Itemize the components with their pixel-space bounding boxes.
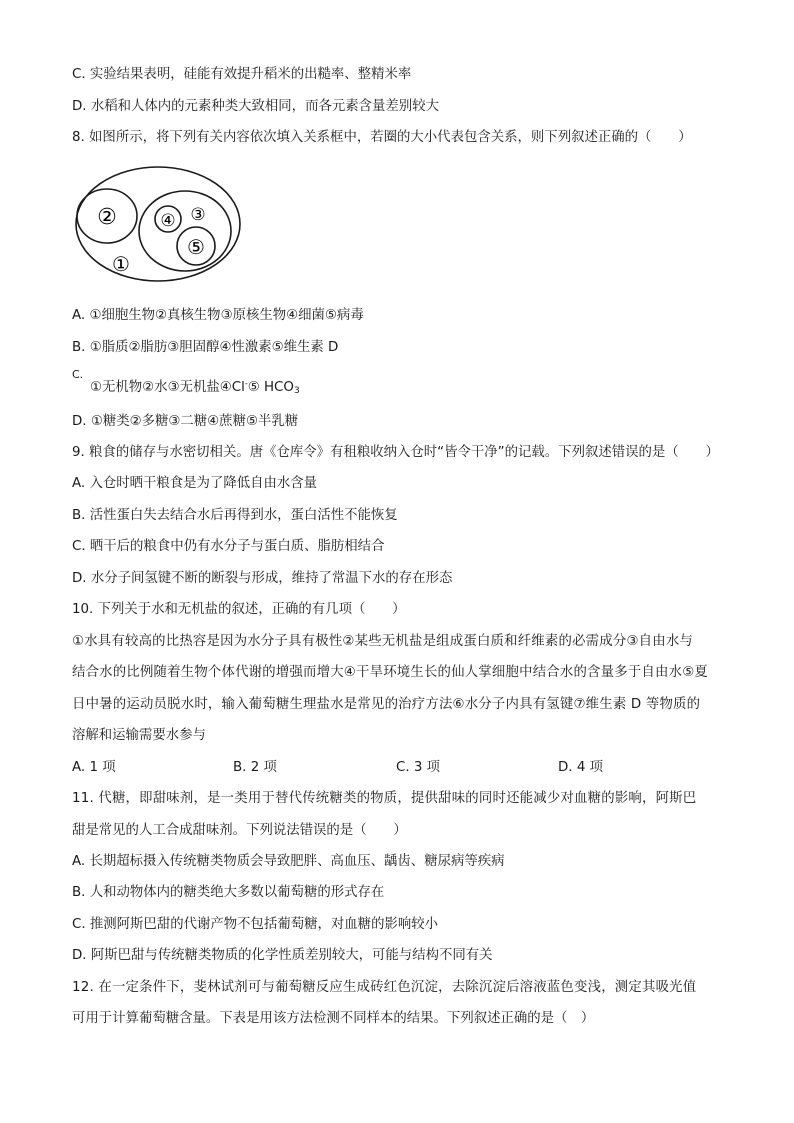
- option-11b: B. 人和动物体内的糖类绝大多数以葡萄糖的形式存在: [72, 885, 385, 900]
- option-11d: D. 阿斯巴甜与传统糖类物质的化学性质差别较大，可能与结构不同有关: [72, 948, 493, 963]
- option-9c: C. 晒干后的粮食中仍有水分子与蛋白质、脂肪相结合: [72, 539, 385, 554]
- label-5: ⑤: [187, 235, 205, 259]
- question-11-line-1: 11. 代糖，即甜味剂，是一类用于替代传统糖类的物质，提供甜味的同时还能减少对血糖的影响，阿斯巴: [72, 791, 697, 806]
- question-10-statements-1: ①水具有较高的比热容是因为水分子具有极性②某些无机盐是组成蛋白质和纤维素的必需成分③自由水与: [72, 634, 694, 649]
- option-10b: B. 2 项: [233, 760, 277, 775]
- option-8a: A. ①细胞生物②真核生物③原核生物④细菌⑤病毒: [72, 308, 364, 323]
- line-q7d: D. 水稻和人体内的元素种类大致相同，而各元素含量差别较大: [72, 99, 439, 114]
- option-9d: D. 水分子间氢键不断的断裂与形成，维持了常温下水的存在形态: [72, 571, 453, 586]
- question-12-line-2: 可用于计算葡萄糖含量。下表是用该方法检测不同样本的结果。下列叙述正确的是（ ）: [72, 1011, 595, 1026]
- option-10d: D. 4 项: [558, 760, 603, 775]
- chloride-charge: -: [244, 379, 248, 388]
- line-q7c: C. 实验结果表明，硅能有效提升稻米的出糙率、整精米率: [72, 67, 412, 82]
- question-10: 10. 下列关于水和无机盐的叙述，正确的有几项（ ）: [72, 602, 406, 617]
- question-8: 8. 如图所示，将下列有关内容依次填入关系框中，若圈的大小代表包含关系，则下列叙述正确的（ ）: [72, 130, 692, 145]
- question-10-statements-4: 溶解和运输需要水参与: [72, 728, 206, 743]
- option-8c-label: C.: [72, 368, 84, 381]
- option-9a: A. 入仓时晒干粮食是为了降低自由水含量: [72, 476, 318, 491]
- option-9b: B. 活性蛋白失去结合水后再得到水，蛋白活性不能恢复: [72, 508, 398, 523]
- label-1: ①: [112, 252, 130, 276]
- option-8d: D. ①糖类②多糖③二糖④蔗糖⑤半乳糖: [72, 414, 299, 429]
- bicarbonate-sub: 3: [293, 386, 300, 396]
- label-3: ③: [190, 205, 206, 225]
- option-10a: A. 1 项: [72, 760, 116, 775]
- option-8c-text: ①无机物②水③无机盐④Cl: [90, 380, 245, 395]
- label-2: ②: [97, 205, 117, 230]
- option-10c: C. 3 项: [396, 760, 441, 775]
- venn-diagram: [74, 164, 244, 288]
- option-8c-circ5: ⑤ HCO: [247, 380, 294, 395]
- label-4: ④: [160, 211, 176, 231]
- option-11a: A. 长期超标摄入传统糖类物质会导致肥胖、高血压、龋齿、糖尿病等疾病: [72, 854, 505, 869]
- option-8c: [90, 375, 300, 400]
- question-11-line-2: 甜是常见的人工合成甜味剂。下列说法错误的是（ ）: [72, 823, 407, 838]
- option-11c: C. 推测阿斯巴甜的代谢产物不包括葡萄糖，对血糖的影响较小: [72, 917, 439, 932]
- question-10-statements-2: 结合水的比例随着生物个体代谢的增强而增大④干旱环境生长的仙人掌细胞中结合水的含量多于自由水⑤夏: [72, 665, 708, 680]
- question-12-line-1: 12. 在一定条件下，斐林试剂可与葡萄糖反应生成砖红色沉淀，去除沉淀后溶液蓝色变浅，测定其吸光值: [72, 980, 697, 995]
- question-10-statements-3: 日中暑的运动员脱水时，输入葡萄糖生理盐水是常见的治疗方法⑥水分子内具有氢键⑦维生素 D 等物质的: [72, 697, 701, 712]
- option-8b: B. ①脂质②脂肪③胆固醇④性激素⑤维生素 D: [72, 340, 339, 355]
- question-9: 9. 粮食的储存与水密切相关。唐《仓库令》有租粮收纳入仓时“皆令干净”的记载。下列叙述错误的是（ ）: [72, 445, 719, 460]
